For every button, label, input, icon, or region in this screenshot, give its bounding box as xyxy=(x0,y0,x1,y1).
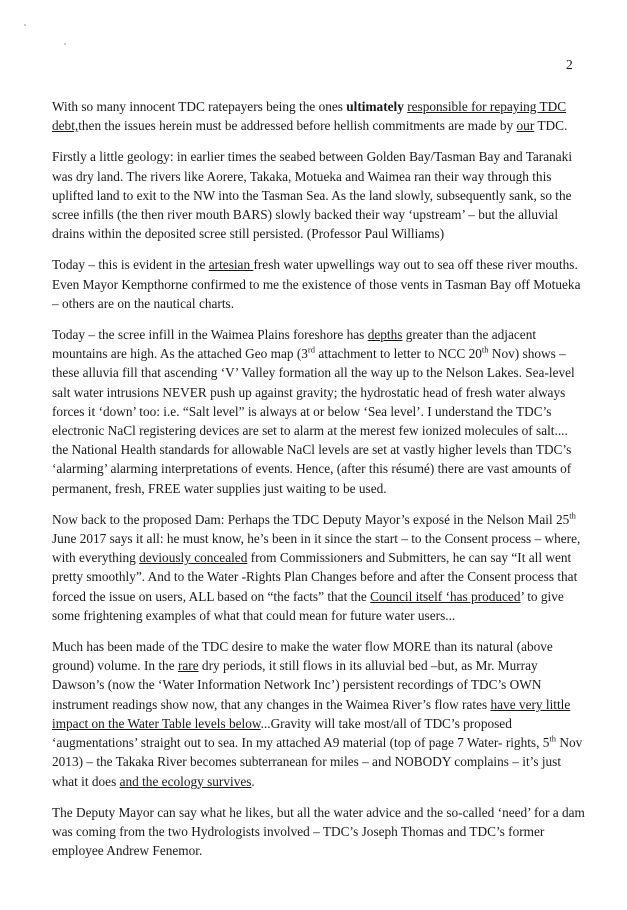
underlined-text: Council itself ‘has produced xyxy=(370,588,521,604)
text-run: June 2017 says it all: he must know, he’s been in it since the start – to the Consent process – where, with everything xyxy=(52,531,581,566)
text-run: With so many innocent TDC ratepayers being the ones xyxy=(52,99,347,114)
underlined-text: have very little impact on the Water Table levels below xyxy=(52,696,571,731)
underlined-text: deviously concealed xyxy=(139,550,248,566)
text-run: dry periods, it still flows in its alluvial bed –but, as Mr. Murray Dawson’s (now the ‘Water Information Network Inc’) persistent recordings of TDC’s OWN instrument readings show now, that any changes in the Waimea River’s flow rates xyxy=(52,658,542,712)
superscript-text: th xyxy=(549,733,557,744)
text-run: attachment to letter to NCC 20 xyxy=(315,346,482,362)
text-run: greater than the adjacent mountains are high. As the attached Geo map (3 xyxy=(52,327,537,362)
text-run: The Deputy Mayor can say what he likes, but all the water advice and the so-called ‘need’ for a dam was coming from the two Hydrologists involved – TDC’s Joseph Thomas and TDC’s former employee Andrew Fenemor. xyxy=(52,804,585,859)
text-run: TDC. xyxy=(534,118,568,134)
paragraph-3 xyxy=(52,255,586,313)
text-run: ...Gravity will take most/all of TDC’s proposed ‘augmentations’ straight out to sea. In my attached A9 material (top of page 7 Water- rights, 5 xyxy=(52,715,550,751)
text-run: Nov 2013) – the Takaka River becomes subterranean for miles – and NOBODY complains – it’s just what it does xyxy=(52,735,583,789)
superscript-text: th xyxy=(569,510,576,521)
text-run: Firstly a little geology: in earlier times the seabed between Golden Bay/Tasman Bay and Taranaki was dry land. The rivers like Aorere, Takaka, Motueka and Waimea ran their way through this uplifted land to exit to the NW into the Tasman Sea. As the land slowly, subsequently sank, so the scree infills (the then river mouth BARS) slowly backed their way ‘upstream’ – but the alluvial drains within the deposited scree still persisted. (Professor Paul Williams) xyxy=(52,149,573,242)
underlined-text: our xyxy=(516,118,535,134)
superscript-text: th xyxy=(481,344,489,355)
text-run: fresh water upwellings way out to sea off these river mouths. Even Mayor Kempthorne confirmed to me the existence of those vents in Tasman Bay off Motueka – others are on the nautical charts. xyxy=(52,257,581,311)
page-number: 2 xyxy=(566,57,573,72)
scan-speck xyxy=(24,24,26,26)
text-run: Now back to the proposed Dam: Perhaps the TDC Deputy Mayor’s exposé in the Nelson Mail 25 xyxy=(52,511,570,527)
underlined-text: responsible for repaying TDC debt, xyxy=(52,99,567,134)
text-run: Today – this is evident in the xyxy=(52,257,209,273)
text-run: ’ to give some frightening examples of what that could mean for future water users... xyxy=(52,588,564,623)
text-run: Much has been made of the TDC desire to make the water flow MORE than its natural (above ground) volume. In the xyxy=(52,639,553,674)
paragraph-7 xyxy=(52,803,586,861)
underlined-text: rare xyxy=(177,658,199,674)
underlined-text: artesian xyxy=(208,257,254,273)
bold-text: ultimately xyxy=(346,99,404,114)
text-run: Today – the scree infill in the Waimea Plains foreshore has xyxy=(52,327,368,343)
scan-speck xyxy=(64,43,66,45)
superscript-text: rd xyxy=(307,344,315,355)
text-run: Nov) shows – these alluvia fill that ascending ‘V’ Valley formation all the way up to the Nelson Lakes. Sea-level salt water intrusions NEVER push up against gravity; the hydrostatic head of fresh water always forces it ‘down’ too: i.e. “Salt level” is always at or below ‘Sea level’. I understand the TDC’s electronic NaCl registering devices are set to alarm at the merest few ionized molecules of salt.... the National Health standards for allowable NaCl levels are set at vastly higher levels than TDC’s ‘alarming’ alarming interpretations of events. Hence, (after this résumé) there are vast amounts of permanent, fresh, FREE water supplies just waiting to be used. xyxy=(52,346,575,496)
paragraph-2 xyxy=(52,147,586,243)
paragraph-6 xyxy=(52,637,586,791)
letter-body xyxy=(52,97,586,872)
text-run: . xyxy=(251,773,255,789)
paragraph-4 xyxy=(52,325,586,498)
underlined-text: depths xyxy=(367,327,403,343)
text-run: from Commissioners and Submitters, he can say “It all went pretty smoothly”. And to the Water -Rights Plan Changes before and after the Consent process that forced the issue on users, ALL based on “the facts” that the xyxy=(52,550,578,604)
paragraph-1 xyxy=(52,97,586,135)
text-run: then the issues herein must be addressed before hellish commitments are made by xyxy=(78,118,517,134)
paragraph-5 xyxy=(52,510,586,625)
underlined-text: and the ecology survives xyxy=(119,773,252,789)
